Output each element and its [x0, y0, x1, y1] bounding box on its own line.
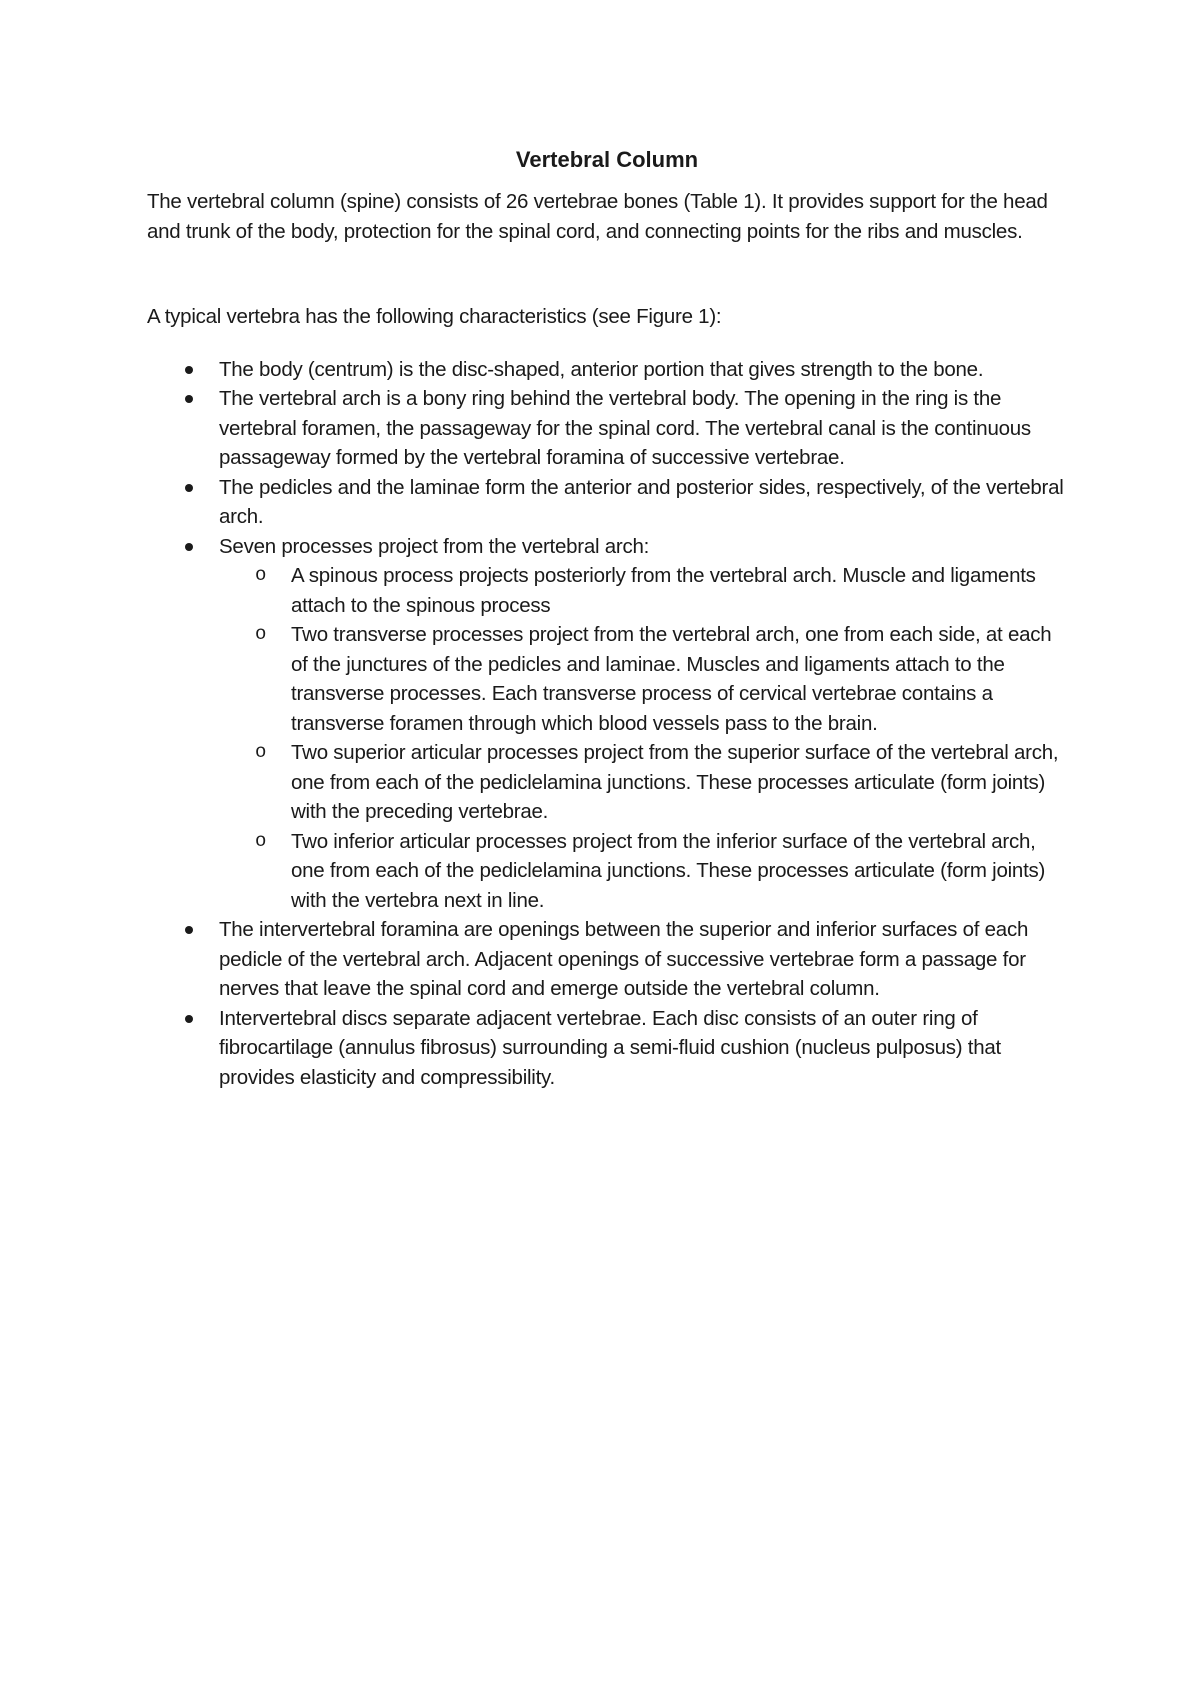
bullet-icon	[185, 395, 193, 403]
list-item-text: The intervertebral foramina are openings between the superior and inferior surfaces of each pedicle of the vertebral arch. Adjacent openings of successive vertebrae form a passage for nerves that leave the spinal cord and emerge outside the vertebral column.	[219, 918, 1029, 1000]
list-item-pedicles-laminae	[147, 473, 1067, 532]
bullet-icon	[185, 366, 193, 374]
circle-bullet-icon: o	[255, 829, 267, 852]
page-title: Vertebral Column	[515, 147, 699, 172]
sublist-item-superior-articular	[219, 738, 1067, 827]
list-item-text: The vertebral arch is a bony ring behind the vertebral body. The opening in the ring is the vertebral foramen, the passageway for the spinal cord. The vertebral canal is the continuous passageway formed by the vertebral foramina of successive vertebrae.	[219, 387, 1031, 469]
list-item-body	[147, 355, 1067, 385]
sublist-item-text: A spinous process projects posteriorly from the vertebral arch. Muscle and ligaments attach to the spinous process	[291, 564, 1036, 617]
sublist-item-text: Two superior articular processes project from the superior surface of the vertebral arch, one from each of the pediclelamina junctions. These processes articulate (form joints) with the preceding vertebrae.	[291, 741, 1059, 823]
bullet-icon	[185, 484, 193, 492]
list-item-intervertebral-foramina	[147, 915, 1067, 1004]
lead-in-paragraph: A typical vertebra has the following characteristics (see Figure 1):	[147, 305, 722, 328]
bullet-icon	[185, 926, 193, 934]
processes-sublist	[219, 561, 1067, 915]
sublist-item-inferior-articular	[219, 827, 1067, 916]
characteristics-list	[147, 355, 1067, 1093]
sublist-item-text: Two transverse processes project from the vertebral arch, one from each side, at each of the junctures of the pedicles and laminae. Muscles and ligaments attach to the transverse processes. Each transverse process of cervical vertebrae contains a transverse foramen through which blood vessels pass to the brain.	[291, 623, 1052, 735]
bullet-icon	[185, 1015, 193, 1023]
list-item-intervertebral-discs	[147, 1004, 1067, 1093]
sublist-item-spinous	[219, 561, 1067, 620]
sublist-item-transverse	[219, 620, 1067, 738]
circle-bullet-icon: o	[255, 623, 267, 645]
bullet-icon	[185, 543, 193, 551]
list-item-text: The body (centrum) is the disc-shaped, anterior portion that gives strength to the bone.	[219, 357, 984, 381]
circle-bullet-icon: o	[255, 741, 267, 763]
document-content	[147, 145, 1067, 1092]
list-item-text: The pedicles and the laminae form the anterior and posterior sides, respectively, of the vertebral arch.	[219, 475, 1064, 528]
intro-paragraph: The vertebral column (spine) consists of 26 vertebrae bones (Table 1). It provides support for the head and trunk of the body, protection for the spinal cord, and connecting points for the ribs and muscles.	[147, 190, 1048, 243]
sublist-item-text: Two inferior articular processes project from the inferior surface of the vertebral arch, one from each of the pediclelamina junctions. These processes articulate (form joints) with the vertebra next in line.	[291, 829, 1046, 912]
circle-bullet-icon: o	[255, 564, 267, 586]
list-item-vertebral-arch	[147, 384, 1067, 473]
list-item-text: Seven processes project from the vertebral arch:	[219, 534, 650, 558]
list-item-text: Intervertebral discs separate adjacent vertebrae. Each disc consists of an outer ring of fibrocartilage (annulus fibrosus) surrounding a semi-fluid cushion (nucleus pulposus) that provides elasticity and compressibility.	[219, 1006, 1001, 1089]
list-item-processes	[147, 532, 1067, 916]
